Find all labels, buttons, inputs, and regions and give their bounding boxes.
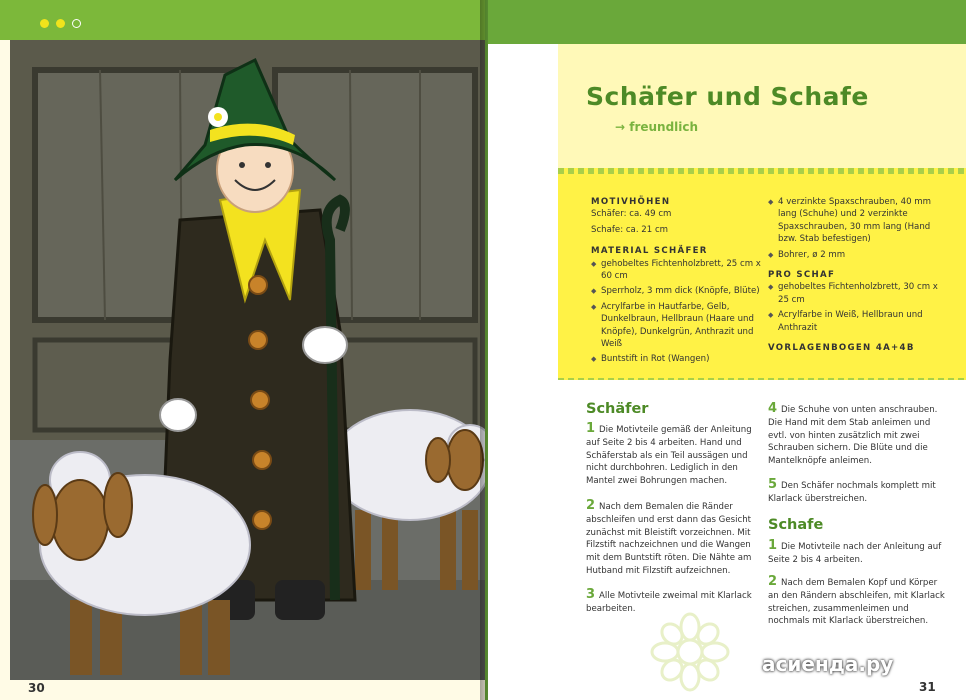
motivhoehen-1: Schäfer: ca. 49 cm — [591, 209, 672, 220]
schaefer-step-1 — [586, 423, 758, 488]
page-dots — [40, 19, 81, 28]
vorlagenbogen-label: VORLAGENBOGEN 4A+4B — [768, 343, 915, 354]
material-schaefer-item: ◆ 4 verzinkte Spaxschrauben, 40 mm lang (Schuhe) und 2 verzinkte Spaxschrauben, 30 mm lang (Hand bzw. Stab befestigen) — [768, 196, 943, 246]
page-number-right: 31 — [919, 680, 936, 694]
step-number: 1 — [768, 538, 778, 553]
step-text: Die Motivteile nach der Anleitung auf Seite 2 bis 4 arbeiten. — [768, 542, 942, 565]
schafe-step-2 — [768, 576, 946, 628]
material-schaefer-item: ◆ Bohrer, ø 2 mm — [768, 249, 943, 261]
page-number-left: 30 — [28, 681, 45, 695]
step-text: Die Schuhe von unten anschrauben. Die Hand mit dem Stab anleimen und evtl. von hinten zusätzlich mit zwei Schrauben sichern. Die Blüte und die Mantelknöpfe anleimen. — [768, 405, 938, 467]
schafe-step-1 — [768, 540, 946, 567]
schafe-heading: Schafe — [768, 517, 824, 533]
material-schaefer-heading: MATERIAL SCHÄFER — [591, 246, 708, 257]
motivhoehen-2: Schafe: ca. 21 cm — [591, 224, 669, 235]
flower-decoration-icon — [640, 612, 740, 692]
step-text: Nach dem Bemalen die Ränder abschleifen und erst dann das Gesicht zunächst mit Bleistift vorzeichnen. Mit Filzstift nachzeichnen und die Wangen mit dem Buntstift röten. Die Nähte am Hutband mit Filzstift aufzeichnen. — [586, 502, 752, 576]
material-schaf-item: ◆ gehobeltes Fichtenholzbrett, 30 cm x 25 cm — [768, 281, 943, 306]
pro-schaf-heading: PRO SCHAF — [768, 270, 836, 281]
step-text: Nach dem Bemalen Kopf und Körper an den Rändern abschleifen, mit Klarlack streichen, zusammenleimen und nochmals mit Klarlack überstreichen. — [768, 578, 945, 627]
step-text: Alle Motivteile zweimal mit Klarlack bearbeiten. — [586, 591, 752, 614]
material-schaefer-item: ◆ Sperrholz, 3 mm dick (Knöpfe, Blüte) — [591, 285, 761, 297]
dot-3 — [72, 19, 81, 28]
page-title: Schäfer und Schafe — [586, 82, 869, 111]
material-column-right — [768, 196, 943, 354]
step-number: 4 — [768, 401, 778, 416]
step-text: Die Motivteile gemäß der Anleitung auf Seite 2 bis 4 arbeiten. Hand und Schäferstab als ein Teil aussägen und nicht durchbohren. Lediglich in den Mantel zwei Bohrungen machen. — [586, 425, 752, 487]
shepherd-photo — [10, 40, 485, 680]
schaefer-step-4 — [768, 403, 946, 468]
step-number: 5 — [768, 477, 778, 492]
schaefer-step-3 — [586, 589, 758, 616]
motivhoehen-heading: MOTIVHÖHEN — [591, 197, 671, 207]
watermark: асиенда.ру — [762, 652, 894, 676]
material-schaefer-item: ◆ Buntstift in Rot (Wangen) — [591, 353, 761, 365]
schaefer-step-2 — [586, 500, 758, 578]
schaefer-heading: Schäfer — [586, 401, 649, 417]
dot-2 — [56, 19, 65, 28]
step-number: 2 — [586, 498, 596, 513]
schaefer-step-5 — [768, 479, 946, 506]
step-number: 2 — [768, 574, 778, 589]
step-number: 3 — [586, 587, 596, 602]
material-column-left — [591, 196, 761, 366]
step-number: 1 — [586, 421, 596, 436]
step-text: Den Schäfer nochmals komplett mit Klarlack überstreichen. — [768, 481, 936, 504]
dot-1 — [40, 19, 49, 28]
material-schaf-item: ◆ Acrylfarbe in Weiß, Hellbraun und Anthrazit — [768, 309, 943, 334]
material-schaefer-item: ◆ Acrylfarbe in Hautfarbe, Gelb, Dunkelbraun, Hellbraun (Haare und Knöpfe), Dunkelgrün, Anthrazit und Weiß — [591, 301, 761, 351]
material-schaefer-item: ◆ gehobeltes Fichtenholzbrett, 25 cm x 60 cm — [591, 258, 761, 283]
right-page-header-band — [488, 0, 966, 44]
difficulty-label: → freundlich — [615, 120, 699, 134]
